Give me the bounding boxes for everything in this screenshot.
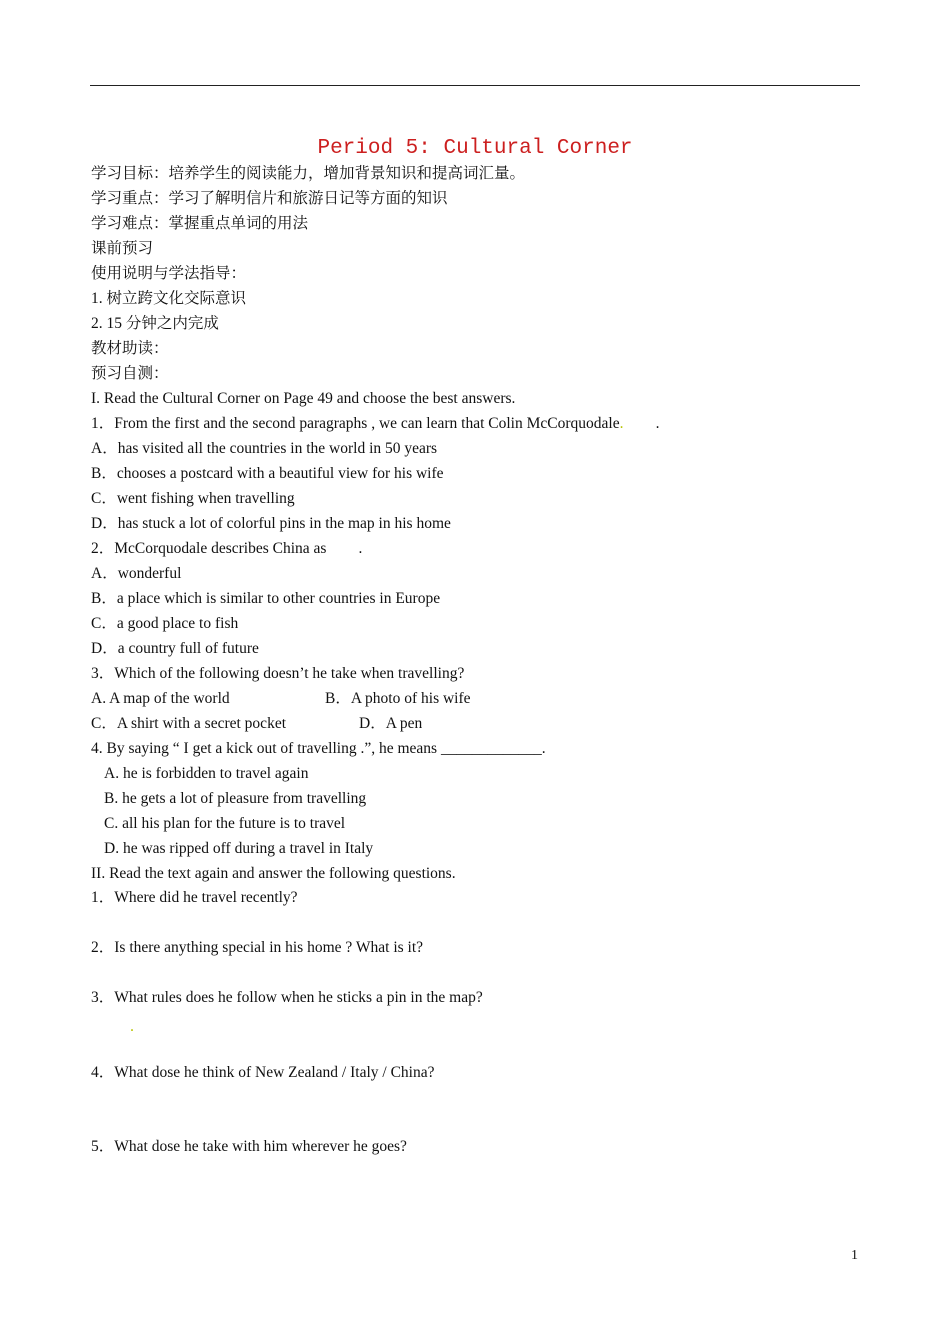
open-question-3: 3．What rules does he follow when he sticks a pin in the map? xyxy=(91,989,483,1006)
q1-option-c: C．went fishing when travelling xyxy=(91,490,295,507)
q1-option-d: D．has stuck a lot of colorful pins in the map in his home xyxy=(91,515,451,532)
q3-option-b: B．A photo of his wife xyxy=(325,690,471,707)
q4-option-c: C. all his plan for the future is to travel xyxy=(104,815,346,832)
q3-option-d: D．A pen xyxy=(359,715,423,732)
open-question-2: 2．Is there anything special in his home ? What is it? xyxy=(91,939,424,956)
learning-objective: 学习目标：培养学生的阅读能力，增加背景知识和提高词汇量。 xyxy=(91,165,526,182)
q3-option-a: A. A map of the world xyxy=(91,690,230,707)
question-4-stem: 4. By saying “ I get a kick out of travelling .”, he means _____________. xyxy=(91,740,546,757)
learning-difficulty: 学习难点：掌握重点单词的用法 xyxy=(91,215,309,232)
q4-option-b: B. he gets a lot of pleasure from travelling xyxy=(104,790,367,807)
instruction-item: 2. 15 分钟之内完成 xyxy=(91,315,219,332)
q4-option-a: A. he is forbidden to travel again xyxy=(104,765,309,782)
q2-option-a: A．wonderful xyxy=(91,565,182,582)
instruction-item: 1. 树立跨文化交际意识 xyxy=(91,290,247,307)
q2-option-c: C．a good place to fish xyxy=(91,615,239,632)
instructions-heading: 使用说明与学法指导： xyxy=(91,265,247,282)
q2-option-b: B．a place which is similar to other countries in Europe xyxy=(91,590,441,607)
open-question-4: 4．What dose he think of New Zealand / Italy / China? xyxy=(91,1064,435,1081)
q4-option-d: D. he was ripped off during a travel in Italy xyxy=(104,840,374,857)
open-question-1: 1．Where did he travel recently? xyxy=(91,889,298,906)
section2-heading: II. Read the text again and answer the following questions. xyxy=(91,865,456,882)
textbook-aid-heading: 教材助读： xyxy=(91,340,169,357)
page-number: 1 xyxy=(851,1248,858,1263)
q3-option-c: C．A shirt with a secret pocket xyxy=(91,715,286,732)
stray-mark: . xyxy=(130,1018,134,1035)
page-title: Period 5: Cultural Corner xyxy=(317,137,633,160)
question-3-stem: 3．Which of the following doesn’t he take when travelling? xyxy=(91,665,465,682)
open-question-5: 5．What dose he take with him wherever he goes? xyxy=(91,1138,407,1155)
question-2-stem: 2．McCorquodale describes China as . xyxy=(91,540,363,557)
question-1-stem: 1．From the first and the second paragraphs , we can learn that Colin McCorquodale. . xyxy=(91,415,660,432)
learning-focus: 学习重点：学习了解明信片和旅游日记等方面的知识 xyxy=(91,190,448,207)
self-test-heading: 预习自测： xyxy=(91,365,169,382)
q1-option-a: A．has visited all the countries in the world in 50 years xyxy=(91,440,438,457)
section1-heading: I. Read the Cultural Corner on Page 49 and choose the best answers. xyxy=(91,390,516,407)
q1-option-b: B．chooses a postcard with a beautiful view for his wife xyxy=(91,465,444,482)
header-rule xyxy=(90,85,860,86)
q2-option-d: D．a country full of future xyxy=(91,640,259,657)
preview-heading: 课前预习 xyxy=(91,240,154,257)
